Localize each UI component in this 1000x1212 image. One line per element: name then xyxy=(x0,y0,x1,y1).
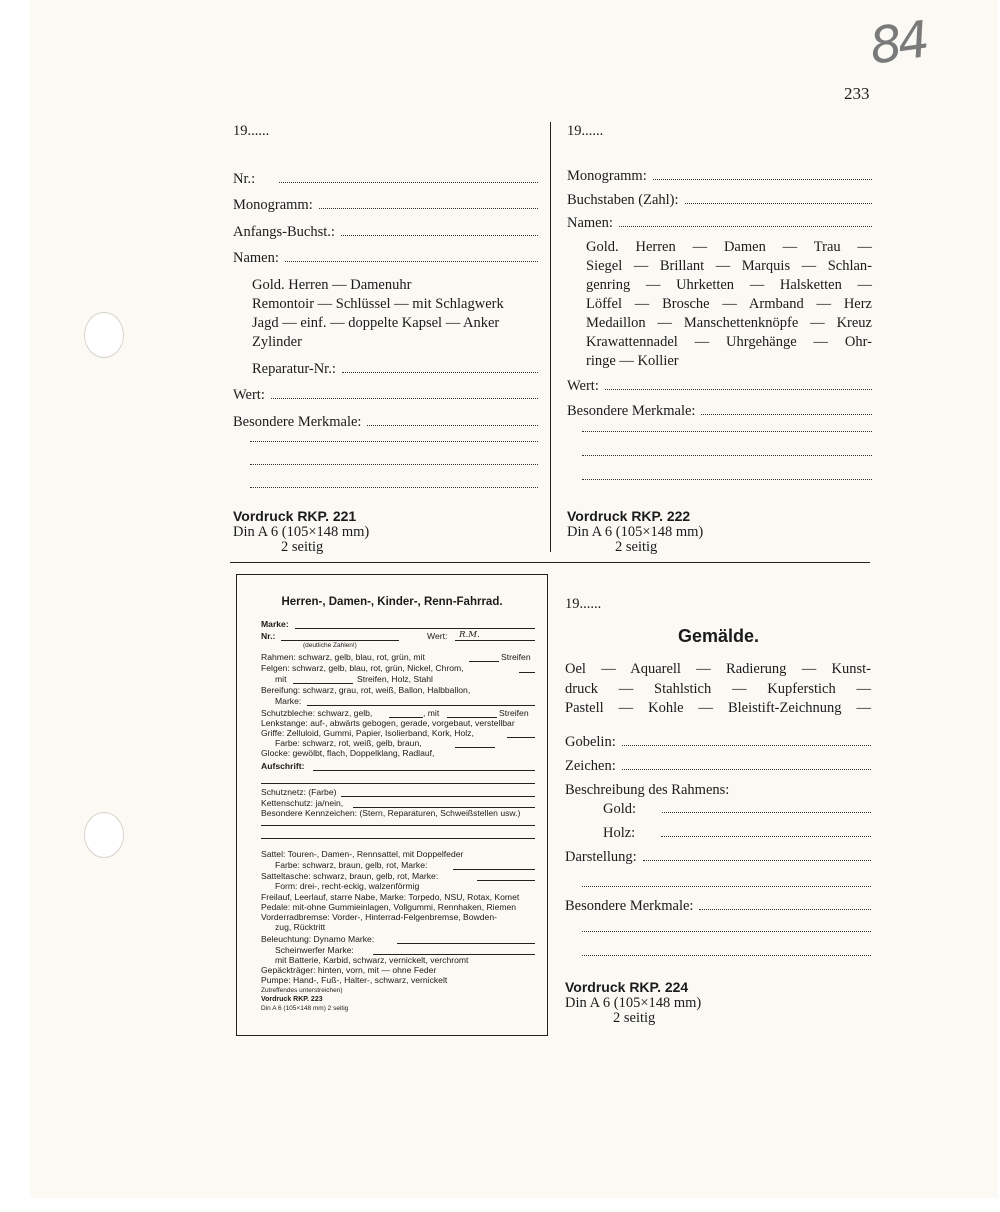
griffe-label: Griffe: Zelluloid, Gummi, Papier, Isolierband, Kork, Holz, xyxy=(261,728,474,738)
merkmale-field[interactable] xyxy=(233,413,538,432)
freilauf-label: Freilauf, Leerlauf, starre Nabe, Marke: Torpedo, NSU, Rotax, Komet xyxy=(261,892,520,902)
beleuchtung-marke-line[interactable] xyxy=(397,942,535,944)
namen-field[interactable] xyxy=(567,214,872,233)
reparatur-label: Reparatur-Nr.: xyxy=(252,361,336,377)
option-line-1: Gold. Herren — Damen — Trau — xyxy=(586,239,872,255)
merkmale-label: Besondere Merkmale: xyxy=(233,414,362,430)
merkmale-line-2[interactable] xyxy=(250,463,538,465)
seitig-label: 2 seitig xyxy=(615,539,658,555)
option-line-1: Gold. Herren — Damenuhr xyxy=(252,277,412,293)
aufschrift-line-2[interactable] xyxy=(261,782,535,784)
option-line-4: Zylinder xyxy=(252,334,302,350)
sattel-farbe-label: Farbe: schwarz, braun, gelb, rot, Marke: xyxy=(275,860,428,870)
bereifung-marke-line[interactable] xyxy=(307,704,535,706)
darstellung-field[interactable] xyxy=(565,848,871,867)
marke-label: Marke: xyxy=(261,619,289,629)
rahmen-beschreibung-label: Beschreibung des Rahmens: xyxy=(565,782,730,798)
din-label: Din A 6 (105×148 mm) xyxy=(233,524,370,540)
satteltasche-label: Satteltasche: schwarz, braun, gelb, rot, Marke: xyxy=(261,871,439,881)
option-line-7: ringe — Kollier xyxy=(586,353,679,369)
card-divider-horizontal xyxy=(230,562,870,563)
darstellung-label: Darstellung: xyxy=(565,849,637,865)
zutreffendes-note: Zutreffendes unterstreichen) xyxy=(261,987,343,994)
handwritten-page-number: 84 xyxy=(866,10,930,76)
vordruck-label: Vordruck RKP. 224 xyxy=(565,979,689,995)
option-line-2: Remontoir — Schlüssel — mit Schlagwerk xyxy=(252,296,504,312)
kennzeichen-line-1[interactable] xyxy=(261,824,535,826)
holz-field[interactable] xyxy=(603,824,871,843)
merkmale-line-3[interactable] xyxy=(582,478,872,480)
deutliche-note: (deutliche Zahlen!) xyxy=(303,642,357,649)
buchstaben-field[interactable] xyxy=(567,191,872,210)
namen-label: Namen: xyxy=(567,215,613,231)
seitig-label: 2 seitig xyxy=(613,1010,656,1026)
nr-label: Nr.: xyxy=(233,171,256,187)
sattel-label: Sattel: Touren-, Damen-, Rennsattel, mit Doppelfeder xyxy=(261,849,464,859)
gepaecktraeger-label: Gepäckträger: hinten, vorn, mit — ohne Feder xyxy=(261,965,437,975)
monogramm-label: Monogramm: xyxy=(567,168,647,184)
zeichen-field[interactable] xyxy=(565,757,871,776)
option-line-3: Pastell — Kohle — Bleistift-Zeichnung — xyxy=(565,700,871,716)
document-page xyxy=(30,0,998,1198)
felgen-line[interactable] xyxy=(519,671,535,673)
felgen-mit-label: mit xyxy=(275,674,287,684)
kettenschutz-label: Kettenschutz: ja/nein, xyxy=(261,798,344,808)
kennzeichen-label: Besondere Kennzeichen: (Stern, Reparaturen, Schweißstellen usw.) xyxy=(261,808,521,818)
merkmale-line-2[interactable] xyxy=(582,954,871,956)
rahmen-label: Rahmen: schwarz, gelb, blau, rot, grün, mit xyxy=(261,652,425,662)
nr-field[interactable] xyxy=(233,170,538,189)
year-field: 19...... xyxy=(233,123,270,139)
option-line-2: Siegel — Brillant — Marquis — Schlan- xyxy=(586,258,872,274)
aufschrift-label: Aufschrift: xyxy=(261,761,305,771)
vordruck-label: Vordruck RKP. 223 xyxy=(261,996,323,1003)
scheinwerfer-label: Scheinwerfer Marke: xyxy=(275,945,354,955)
sattel-marke-line[interactable] xyxy=(453,868,535,870)
wert-field[interactable] xyxy=(233,386,538,405)
din-label: Din A 6 (105×148 mm) xyxy=(565,995,702,1011)
zeichen-label: Zeichen: xyxy=(565,758,616,774)
felgen-streifen-label: Streifen, Holz, Stahl xyxy=(357,674,433,684)
din-label: Din A 6 (105×148 mm) 2 seitig xyxy=(261,1005,349,1012)
kennzeichen-line-2[interactable] xyxy=(261,837,535,839)
merkmale-line-1[interactable] xyxy=(582,930,871,932)
rahmen-streifen-label: Streifen xyxy=(501,652,531,662)
vordruck-label: Vordruck RKP. 222 xyxy=(567,508,691,524)
bereifung-marke-label: Marke: xyxy=(275,696,302,706)
card-bicycle xyxy=(236,574,548,1036)
monogramm-field[interactable] xyxy=(567,167,872,186)
griffe-farbe-label: Farbe: schwarz, rot, weiß, gelb, braun, xyxy=(275,738,422,748)
satteltasche-marke-line[interactable] xyxy=(477,879,535,881)
bicycle-title: Herren-, Damen-, Kinder-, Renn-Fahrrad. xyxy=(281,596,503,608)
felgen-label: Felgen: schwarz, gelb, blau, rot, grün, Nickel, Chrom, xyxy=(261,663,464,673)
vordruck-label: Vordruck RKP. 221 xyxy=(233,508,357,524)
card-footer xyxy=(233,509,369,555)
glocke-label: Glocke: gewölbt, flach, Doppelklang, Radlauf, xyxy=(261,748,435,758)
option-line-2: druck — Stahlstich — Kupferstich — xyxy=(565,681,871,697)
option-line-1: Oel — Aquarell — Radierung — Kunst- xyxy=(565,661,871,677)
option-line-3: genring — Uhrketten — Halsketten — xyxy=(586,277,872,293)
year-field: 19...... xyxy=(565,596,602,612)
schutzbleche-mit-label: , mit xyxy=(423,708,440,718)
merkmale-line-3[interactable] xyxy=(250,486,538,488)
pumpe-label: Pumpe: Hand-, Fuß-, Halter-, schwarz, vernickelt xyxy=(261,975,448,985)
gold-field[interactable] xyxy=(603,800,871,819)
option-line-3: Jagd — einf. — doppelte Kapsel — Anker xyxy=(252,315,500,331)
card-footer xyxy=(567,509,703,555)
gobelin-field[interactable] xyxy=(565,733,871,752)
year-field: 19...... xyxy=(567,123,604,139)
din-label: Din A 6 (105×148 mm) xyxy=(567,524,704,540)
schutznetz-label: Schutznetz: (Farbe) xyxy=(261,787,337,797)
merkmale-field[interactable] xyxy=(567,402,872,421)
satteltasche-form-label: Form: drei-, recht-eckig, walzenförmig xyxy=(275,881,420,891)
wert-label: Wert: xyxy=(567,378,599,394)
gobelin-label: Gobelin: xyxy=(565,734,616,750)
marke-line[interactable] xyxy=(295,627,535,629)
namen-field[interactable] xyxy=(233,249,538,268)
schutznetz-line[interactable] xyxy=(341,795,535,797)
wert-field[interactable] xyxy=(567,377,872,396)
buchstaben-label: Buchstaben (Zahl): xyxy=(567,192,679,208)
merkmale-label: Besondere Merkmale: xyxy=(567,403,696,419)
page-number: 233 xyxy=(844,84,870,103)
merkmale-line-1[interactable] xyxy=(582,430,872,432)
darstellung-line[interactable] xyxy=(582,885,871,887)
option-line-6: Krawattennadel — Uhrgehänge — Ohr- xyxy=(586,334,872,350)
reparatur-field[interactable] xyxy=(252,360,538,379)
card-footer xyxy=(565,980,701,1026)
griffe-farbe-line[interactable] xyxy=(455,746,495,748)
felgen-mit-line[interactable] xyxy=(293,682,353,684)
merkmale-line-2[interactable] xyxy=(582,454,872,456)
batterie-label: mit Batterie, Karbid, schwarz, vernickelt, verchromt xyxy=(275,955,469,965)
wert-value: R.M. xyxy=(459,630,480,640)
merkmale-field[interactable] xyxy=(565,897,871,916)
bereifung-label: Bereifung: schwarz, grau, rot, weiß, Ballon, Halbballon, xyxy=(261,685,471,695)
bremse-label: Vorderradbremse: Vorder-, Hinterrad-Felgenbremse, Bowden- xyxy=(261,912,497,922)
gold-label: Gold: xyxy=(603,801,637,817)
pedale-label: Pedale: mit-ohne Gummieinlagen, Vollgummi, Rennhaken, Riemen xyxy=(261,902,517,912)
wert-label: Wert: xyxy=(233,387,265,403)
lenkstange-label: Lenkstange: auf-, abwärts gebogen, gerade, vorgebaut, verstellbar xyxy=(261,718,515,728)
bremse-ruecktritt-label: zug, Rücktritt xyxy=(275,922,326,932)
schutzbleche-label: Schutzbleche: schwarz, gelb, xyxy=(261,708,373,718)
punch-hole-bottom xyxy=(84,812,124,858)
rahmen-streifen-line[interactable] xyxy=(469,660,499,662)
anfangs-label: Anfangs-Buchst.: xyxy=(233,224,335,240)
punch-hole-top xyxy=(84,312,124,358)
merkmale-line-1[interactable] xyxy=(250,440,538,442)
merkmale-label: Besondere Merkmale: xyxy=(565,898,694,914)
painting-title: Gemälde. xyxy=(678,626,760,646)
namen-label: Namen: xyxy=(233,250,279,266)
aufschrift-line-1[interactable] xyxy=(313,769,535,771)
card-divider-vertical xyxy=(550,122,551,552)
nr-label: Nr.: xyxy=(261,631,276,641)
beleuchtung-label: Beleuchtung: Dynamo Marke: xyxy=(261,934,375,944)
wert-label: Wert: xyxy=(427,631,448,641)
seitig-label: 2 seitig xyxy=(281,539,324,555)
anfangs-field[interactable] xyxy=(233,223,538,242)
monogramm-field[interactable] xyxy=(233,196,538,215)
schutzbleche-streifen-label: Streifen xyxy=(499,708,529,718)
option-line-4: Löffel — Brosche — Armband — Herz xyxy=(586,296,872,312)
monogramm-label: Monogramm: xyxy=(233,197,313,213)
griffe-line[interactable] xyxy=(507,736,535,738)
holz-label: Holz: xyxy=(603,825,636,841)
option-line-5: Medaillon — Manschettenknöpfe — Kreuz xyxy=(586,315,872,331)
